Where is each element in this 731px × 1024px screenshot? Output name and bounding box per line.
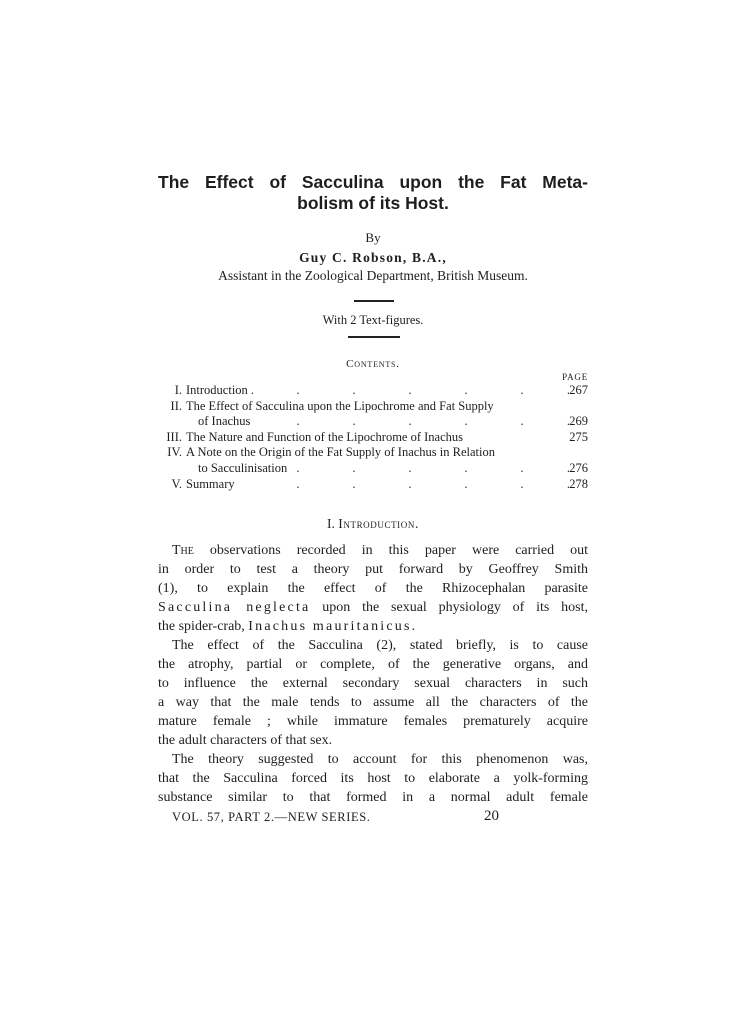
toc-entry-title: to Sacculinisation [198, 460, 288, 475]
toc-entry-page: 267 [569, 383, 588, 397]
title-word: upon [399, 172, 443, 192]
section-number: I. [327, 516, 335, 531]
toc-entry-number: III. [166, 429, 182, 444]
title-word: Fat [500, 172, 527, 192]
toc-dot-leader: . . . . . . [296, 476, 570, 491]
title-word: Sacculina [301, 172, 384, 192]
toc-entry-line [158, 445, 588, 461]
toc-entry-title: The Nature and Function of the Lipochrome of Inachus [186, 429, 463, 444]
toc-entry-title: Introduction . [186, 383, 255, 397]
species-name: Sacculina neglecta [158, 600, 311, 615]
body-line: Sacculina neglecta upon the sexual physiology of its host, [158, 600, 589, 615]
title-word: of [269, 172, 286, 192]
toc-entry-line [158, 399, 588, 415]
body-line: the atrophy, partial or complete, of the generative organs, and [158, 657, 588, 672]
paper-title [158, 172, 588, 214]
toc-entry-line [158, 477, 588, 493]
body-line: (1), to explain the effect of the Rhizocephalan parasite [158, 581, 588, 596]
toc-entry-line [158, 461, 588, 477]
toc-entry-line [158, 414, 588, 430]
author-name: Guy C. Robson, B.A., [299, 250, 447, 265]
title-word: the [458, 172, 485, 192]
title-word: The [158, 172, 190, 192]
author-affiliation: Assistant in the Zoological Department, British Museum. [218, 268, 528, 283]
toc-dot-leader: . . . . . . [296, 460, 570, 475]
toc-entry-number: V. [171, 476, 182, 491]
contents-heading: Contents. [346, 358, 400, 370]
body-line: to influence the external secondary sexual characters in such [158, 676, 588, 691]
title-word: Meta- [542, 172, 588, 192]
table-of-contents [158, 383, 588, 492]
body-line: the spider-crab, Inachus mauritanicus. [158, 619, 416, 634]
toc-entry-page: 275 [569, 429, 588, 444]
toc-entry-title: Summary [186, 476, 235, 491]
toc-entry-page: 269 [569, 414, 588, 429]
toc-dot-leader: . . . . . . [296, 383, 570, 397]
body-line: The theory suggested to account for this phenomenon was, [172, 752, 588, 767]
toc-entry-page: 276 [569, 460, 588, 475]
toc-entry-title: of Inachus [198, 414, 251, 429]
body-line: a way that the male tends to assume all the characters of the [158, 695, 588, 710]
title-line-1 [158, 172, 588, 193]
body-line: that the Sacculina forced its host to elaborate a yolk-forming [158, 771, 588, 786]
body-line: The observations recorded in this paper were carried out [172, 543, 588, 558]
toc-entry-line [158, 383, 588, 399]
contents-page-label: PAGE [562, 372, 588, 382]
footer-sheet-number: 20 [484, 808, 499, 824]
title-line-2: bolism of its Host. [297, 193, 449, 213]
divider-top [354, 300, 394, 302]
toc-entry-number: IV. [167, 445, 182, 460]
byline: By [365, 230, 381, 245]
toc-entry-number: I. [174, 383, 182, 397]
body-line: in order to test a theory put forward by Geoffrey Smith [158, 562, 588, 577]
section-heading [158, 516, 588, 532]
body-line: The effect of the Sacculina (2), stated briefly, is to cause [172, 638, 588, 653]
toc-dot-leader: . . . . . . [296, 414, 570, 429]
figures-note: With 2 Text-figures. [322, 313, 424, 327]
toc-entry-title: A Note on the Origin of the Fat Supply of Inachus in Relation [186, 445, 495, 460]
body-text [158, 541, 588, 807]
species-name: Inachus mauritanicus [248, 619, 412, 634]
body-line: the adult characters of that sex. [158, 733, 333, 748]
footer-signature: VOL. 57, PART 2.—NEW SERIES. [172, 810, 371, 824]
toc-entry-title: The Effect of Sacculina upon the Lipochrome and Fat Supply [186, 398, 494, 413]
title-word: Effect [204, 172, 254, 192]
section-title: Introduction. [338, 516, 419, 531]
divider-bottom [348, 336, 400, 338]
body-line: mature female ; while immature females prematurely acquire [158, 714, 588, 729]
toc-entry-page: 278 [569, 476, 588, 491]
toc-entry-number: II. [170, 398, 182, 413]
toc-entry-line [158, 430, 588, 446]
body-line: substance similar to that formed in a normal adult female [158, 790, 588, 805]
